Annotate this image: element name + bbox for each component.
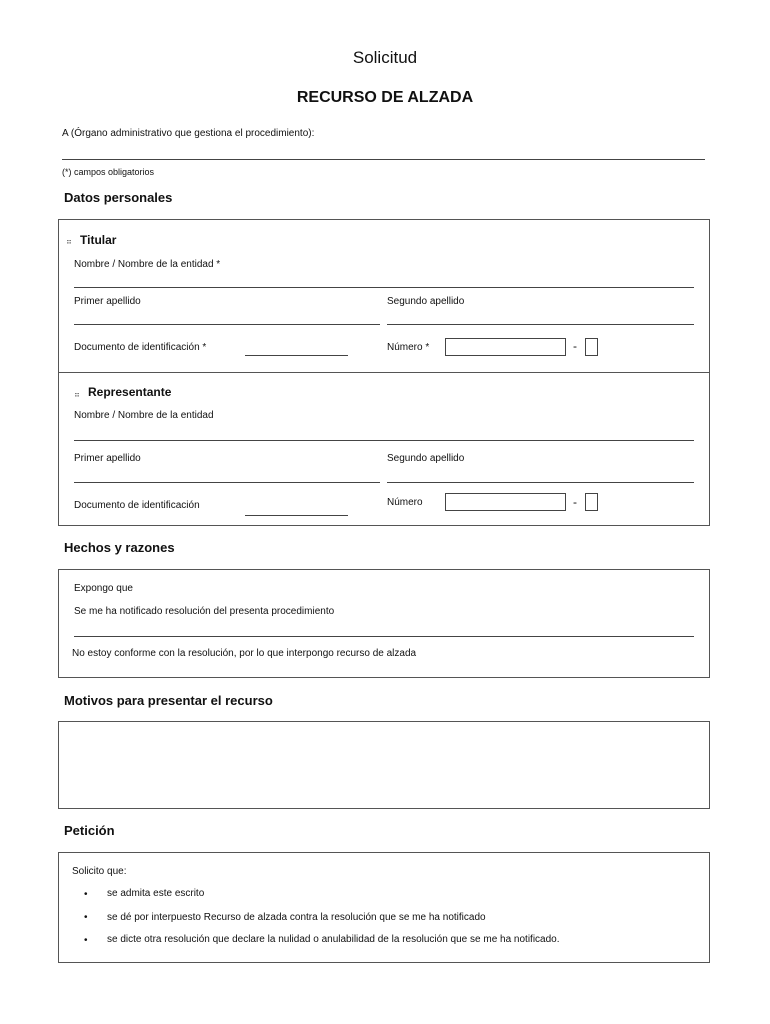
titular-heading: Titular xyxy=(80,233,117,247)
titular-numero-label: Número * xyxy=(387,342,430,353)
titular-primer-apellido-label: Primer apellido xyxy=(74,296,141,307)
representante-numero-label: Número xyxy=(387,497,423,508)
section-hechos-razones: Hechos y razones xyxy=(64,540,175,555)
hechos-divider xyxy=(74,636,694,637)
section-motivos: Motivos para presentar el recurso xyxy=(64,693,273,708)
peticion-item: se dé por interpuesto Recurso de alzada contra la resolución que se me ha notificado xyxy=(107,912,486,923)
motivos-textarea[interactable] xyxy=(58,721,710,809)
representante-nombre-label: Nombre / Nombre de la entidad xyxy=(74,410,214,421)
required-note: (*) campos obligatorios xyxy=(62,167,155,177)
titular-numero-input[interactable] xyxy=(445,338,566,356)
bullet: • xyxy=(84,912,88,923)
peticion-item: se dicte otra resolución que declare la nulidad o anulabilidad de la resolución que se me ha notificado. xyxy=(107,934,560,945)
representante-letra-input[interactable] xyxy=(585,493,598,511)
peticion-box xyxy=(58,852,710,963)
representante-segundo-apellido-label: Segundo apellido xyxy=(387,453,465,464)
titular-primer-apellido-input[interactable] xyxy=(74,324,380,325)
page-title: Solicitud xyxy=(352,48,418,67)
representante-heading: Representante xyxy=(88,385,172,399)
representante-segundo-apellido-input[interactable] xyxy=(387,482,694,483)
titular-segundo-apellido-input[interactable] xyxy=(387,324,694,325)
section-peticion: Petición xyxy=(64,823,115,838)
hechos-box xyxy=(58,569,710,678)
hechos-line2: No estoy conforme con la resolución, por lo que interpongo recurso de alzada xyxy=(72,648,417,659)
titular-nombre-input[interactable] xyxy=(74,287,694,288)
titular-documento-input[interactable] xyxy=(245,355,348,356)
titular-documento-label: Documento de identificación * xyxy=(74,342,207,353)
bullet: • xyxy=(84,889,88,900)
representante-primer-apellido-label: Primer apellido xyxy=(74,453,141,464)
grip-icon: ⠶ xyxy=(66,237,71,246)
hechos-expongo: Expongo que xyxy=(74,583,133,594)
representante-numero-input[interactable] xyxy=(445,493,566,511)
organo-input-line[interactable] xyxy=(62,159,705,160)
organo-label: A (Órgano administrativo que gestiona el procedimiento): xyxy=(62,128,315,139)
representante-documento-label: Documento de identificación xyxy=(74,500,200,511)
representante-primer-apellido-input[interactable] xyxy=(74,482,380,483)
titular-nombre-label: Nombre / Nombre de la entidad * xyxy=(74,259,221,270)
page-subtitle: RECURSO DE ALZADA xyxy=(296,89,474,106)
bullet: • xyxy=(84,935,88,946)
titular-segundo-apellido-label: Segundo apellido xyxy=(387,296,465,307)
peticion-solicito: Solicito que: xyxy=(72,866,127,877)
representante-numero-dash: - xyxy=(573,495,577,509)
titular-numero-dash: - xyxy=(573,339,577,353)
titular-letra-input[interactable] xyxy=(585,338,598,356)
representante-nombre-input[interactable] xyxy=(74,440,694,441)
hechos-line1: Se me ha notificado resolución del presenta procedimiento xyxy=(74,606,335,617)
grip-icon: ⠶ xyxy=(74,390,79,399)
section-datos-personales: Datos personales xyxy=(64,190,173,205)
datos-divider xyxy=(58,372,710,373)
peticion-item: se admita este escrito xyxy=(107,888,205,899)
representante-documento-input[interactable] xyxy=(245,515,348,516)
